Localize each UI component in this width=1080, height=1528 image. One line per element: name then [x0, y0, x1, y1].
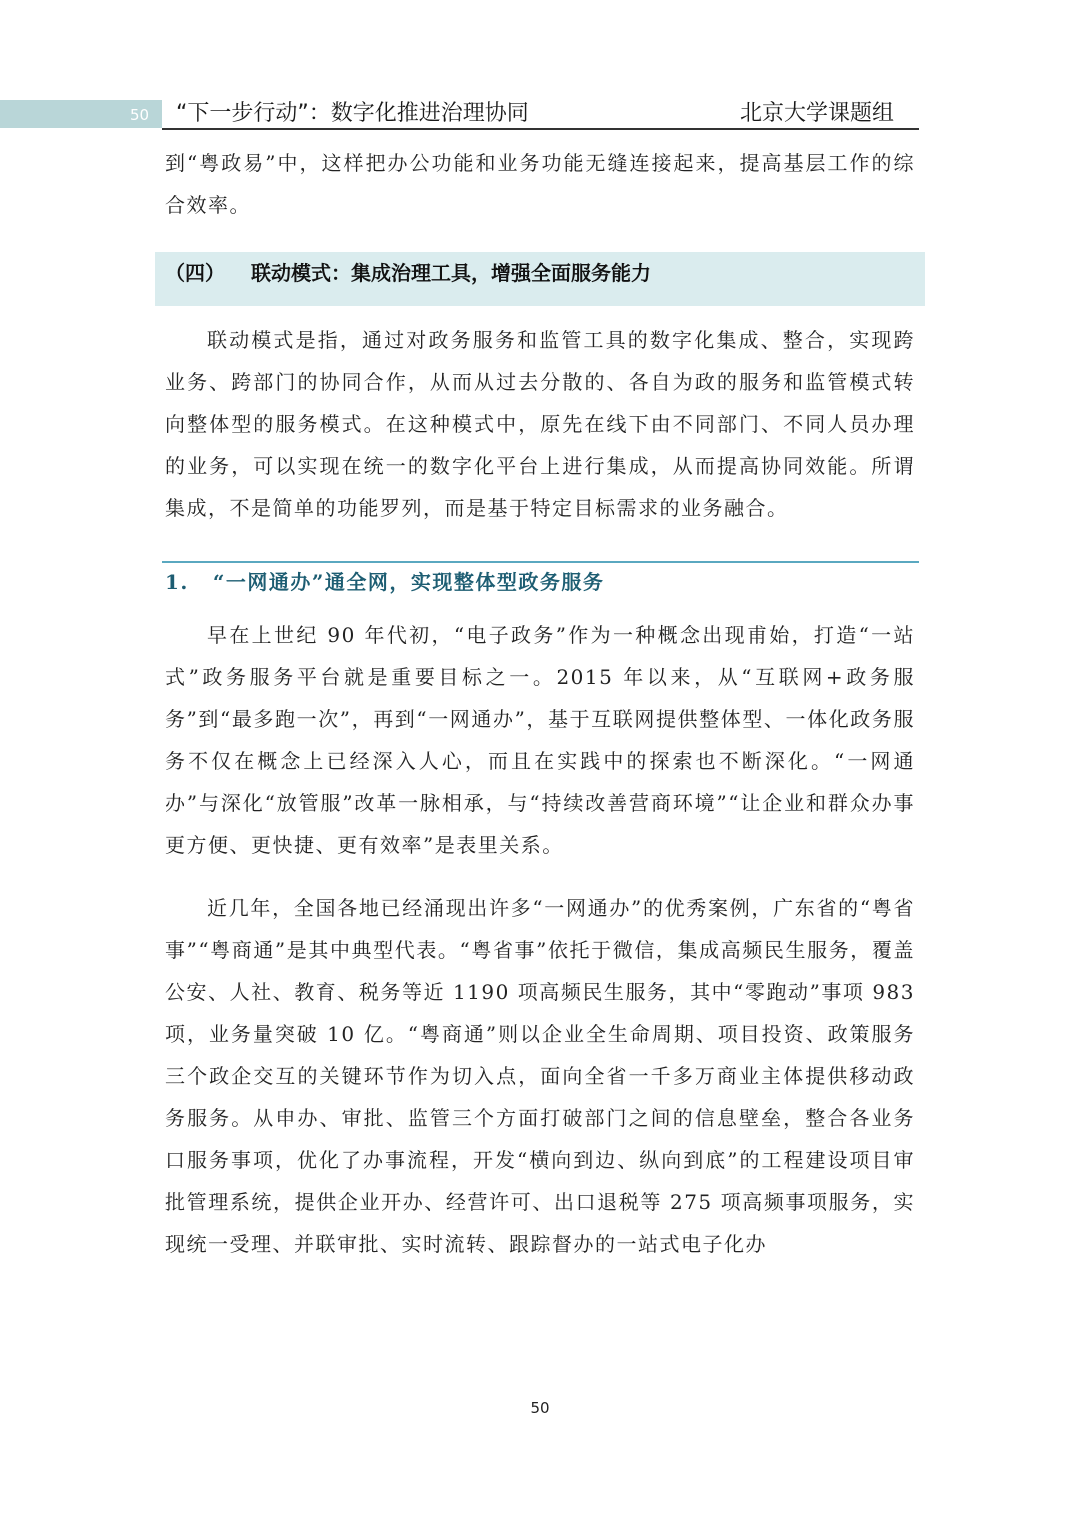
footer-page-number: 50	[530, 1399, 550, 1417]
intro-paragraph: 到“粤政易”中，这样把办公功能和业务功能无缝连接起来，提高基层工作的综合效率。	[165, 151, 915, 217]
header-rule	[162, 128, 919, 130]
running-header-title: “下一步行动”：数字化推进治理协同	[176, 101, 529, 126]
running-header-organization: 北京大学课题组	[739, 101, 894, 126]
subsection-rule	[162, 561, 919, 563]
body-paragraph-1: 早在上世纪 90 年代初，“电子政务”作为一种概念出现甫始，打造“一站式”政务服务平台就是重要目标之一。2015 年以来，从“互联网+政务服务”到“最多跑一次”，再到“一网通办”，基于互联网提供整体型、一体化政务服务不仅在概念上已经深入人心，而且在实践中的探索也不断深化。“一网通办”与深化“放管服”改革一脉相承，与“持续改善营商环境”“让企业和群众办事更方便、更快捷、更有效率”是表里关系。	[165, 623, 915, 857]
body-paragraph-2: 近几年，全国各地已经涌现出许多“一网通办”的优秀案例，广东省的“粤省事”“粤商通”是其中典型代表。“粤省事”依托于微信，集成高频民生服务，覆盖公安、人社、教育、税务等近 1190 项高频民生服务，其中“零跑动”事项 983 项，业务量突破 10 亿。“粤商通”则以企业全生命周期、项目投资、政策服务三个政企交互的关键环节作为切入点，面向全省一千多万商业主体提供移动政务服务。从申办、审批、监管三个方面打破部门之间的信息壁垒，整合各业务口服务事项，优化了办事流程，开发“横向到边、纵向到底”的工程建设项目审批管理系统，提供企业开办、经营许可、出口退税等 275 项高频事项服务，实现统一受理、并联审批、实时流转、跟踪督办的一站式电子化办	[165, 896, 915, 1256]
subsection-title: “一网通办”通全网，实现整体型政务服务	[212, 570, 605, 594]
section-heading	[165, 256, 651, 290]
header-page-number: 50	[130, 106, 150, 124]
section-title: 联动模式：集成治理工具，增强全面服务能力	[251, 261, 651, 285]
section-number: （四）	[165, 261, 225, 285]
section-paragraph: 联动模式是指，通过对政务服务和监管工具的数字化集成、整合，实现跨业务、跨部门的协同合作，从而从过去分散的、各自为政的服务和监管模式转向整体型的服务模式。在这种模式中，原先在线下由不同部门、不同人员办理的业务，可以实现在统一的数字化平台上进行集成，从而提高协同效能。所谓集成，不是简单的功能罗列，而是基于特定目标需求的业务融合。	[165, 328, 915, 520]
subsection-heading	[165, 566, 604, 595]
subsection-number: 1.	[165, 570, 189, 594]
